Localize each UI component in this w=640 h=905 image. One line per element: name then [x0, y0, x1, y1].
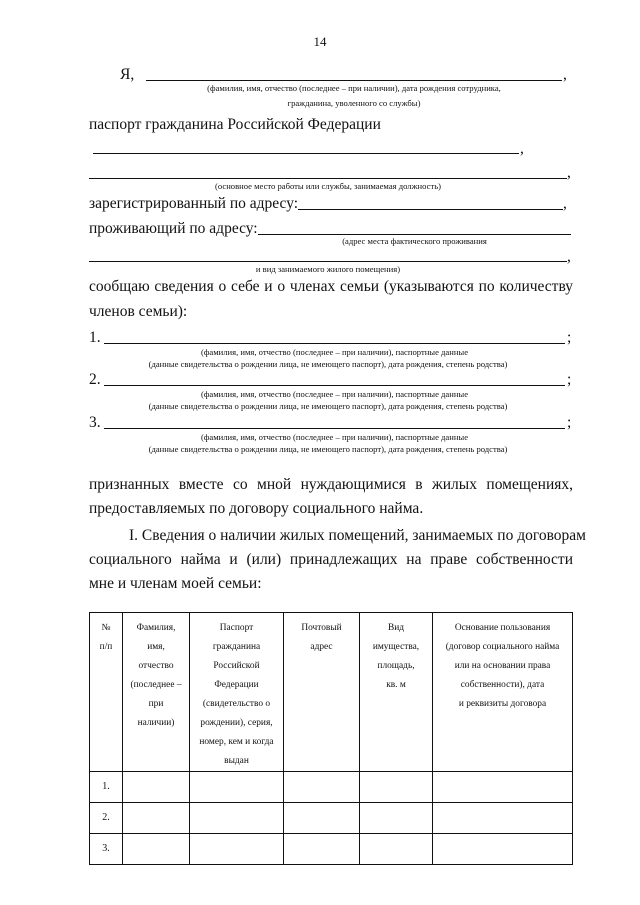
header-line: площадь, — [377, 661, 415, 671]
section-1-heading: I. Сведения о наличии жилых помещений, занимаемых по договорам — [129, 527, 586, 544]
living-line-2 — [89, 261, 567, 262]
report-text-line-2: членов семьи): — [89, 303, 188, 320]
cell-address — [284, 803, 360, 834]
header-line: гражданина — [212, 642, 261, 652]
family-member-2-number: 2. — [89, 371, 101, 388]
fio-caption: (фамилия, имя, отчество (последнее – при наличии), дата рождения сотрудника, — [207, 83, 501, 93]
header-line: при — [148, 699, 164, 709]
header-line: отчество — [138, 661, 174, 671]
cell-basis — [433, 772, 573, 803]
header-line: и реквизиты договора — [458, 699, 547, 709]
section-1-line-3: мне и членам моей семьи: — [89, 575, 262, 592]
header-line: Вид — [387, 623, 405, 633]
header-line: рождении), серия, — [200, 718, 273, 728]
recognized-text-line-2: предоставляемых по договору социального найма. — [89, 500, 424, 517]
family-member-2-semicolon: ; — [567, 371, 572, 388]
family-member-1-number: 1. — [89, 329, 101, 346]
header-line: адрес — [310, 642, 333, 652]
work-caption: (основное место работы или службы, занимаемая должность) — [215, 181, 441, 191]
cell-basis — [433, 834, 573, 865]
cell-address — [284, 834, 360, 865]
header-line: имущества, — [372, 642, 420, 652]
header-line: Паспорт — [219, 623, 254, 633]
header-line: имя, — [147, 642, 165, 652]
table-row — [90, 803, 573, 834]
header-line: Фамилия, — [136, 623, 176, 633]
family-member-3-caption: (фамилия, имя, отчество (последнее – при наличии), паспортные данные — [200, 432, 469, 442]
cell-name — [123, 772, 190, 803]
work-line — [89, 178, 567, 179]
living-comma: , — [567, 248, 571, 265]
cell-property-type — [360, 772, 433, 803]
living-caption: (адрес места фактического проживания — [342, 236, 487, 246]
cell-property-type — [360, 803, 433, 834]
cell-passport — [190, 834, 284, 865]
header-line: Российской — [213, 661, 260, 671]
living-line — [258, 234, 571, 235]
family-member-3-caption-2: (данные свидетельства о рождении лица, не имеющего паспорт), дата рождения, степень родства) — [148, 444, 508, 454]
registered-label: зарегистрированный по адресу: — [89, 195, 299, 212]
section-1-line-2: социального найма и (или) принадлежащих на праве собственности — [89, 551, 573, 568]
table-row — [90, 834, 573, 865]
family-member-2-line — [104, 385, 565, 386]
housing-table — [89, 612, 573, 865]
living-label: проживающий по адресу: — [89, 220, 258, 237]
living-caption-2: и вид занимаемого жилого помещения) — [255, 264, 401, 274]
family-member-3-semicolon: ; — [567, 414, 572, 431]
family-member-1-caption-2: (данные свидетельства о рождении лица, не имеющего паспорт), дата рождения, степень родства) — [148, 359, 508, 369]
header-line: или на основании права — [454, 661, 551, 671]
passport-line — [93, 153, 519, 154]
report-text-line-1: сообщаю сведения о себе и о членах семьи (указываются по количеству — [89, 278, 573, 295]
header-property-type — [360, 613, 433, 772]
cell-property-type — [360, 834, 433, 865]
header-passport — [190, 613, 284, 772]
cell-name — [123, 803, 190, 834]
work-comma: , — [567, 164, 571, 181]
header-line: Почтовый — [301, 623, 342, 633]
row-number: 2. — [90, 803, 123, 834]
family-member-1-semicolon: ; — [567, 329, 572, 346]
registered-line — [298, 209, 563, 210]
cell-name — [123, 834, 190, 865]
header-line: № — [101, 623, 111, 633]
cell-basis — [433, 803, 573, 834]
passport-comma: , — [520, 140, 524, 157]
fio-caption-2: гражданина, уволенного со службы) — [287, 98, 421, 108]
family-member-2-caption-2: (данные свидетельства о рождении лица, не имеющего паспорт), дата рождения, степень родства) — [148, 401, 508, 411]
header-line: п/п — [99, 642, 113, 652]
header-line: (договор социального найма — [445, 642, 560, 652]
family-member-3-line — [104, 428, 565, 429]
family-member-3-number: 3. — [89, 414, 101, 431]
page-number: 14 — [313, 34, 327, 49]
family-member-1-caption: (фамилия, имя, отчество (последнее – при наличии), паспортные данные — [200, 347, 469, 357]
cell-passport — [190, 772, 284, 803]
row-number: 1. — [90, 772, 123, 803]
header-line: наличии) — [137, 718, 175, 728]
cell-address — [284, 772, 360, 803]
passport-label: паспорт гражданина Российской Федерации — [89, 116, 381, 133]
table-row — [90, 772, 573, 803]
header-line: Федерации — [214, 680, 259, 690]
header-line: (последнее – — [130, 680, 182, 690]
header-line: собственности), дата — [460, 680, 545, 690]
fio-comma: , — [563, 66, 567, 83]
ya-label: Я, — [120, 66, 135, 83]
header-line: выдан — [224, 756, 249, 766]
row-number: 3. — [90, 834, 123, 865]
header-name — [123, 613, 190, 772]
cell-passport — [190, 803, 284, 834]
fio-line — [146, 80, 562, 81]
family-member-1-line — [104, 343, 565, 344]
registered-comma: , — [563, 195, 567, 212]
recognized-text-line-1: признанных вместе со мной нуждающимися в жилых помещениях, — [89, 476, 573, 493]
header-number — [90, 613, 123, 772]
family-member-2-caption: (фамилия, имя, отчество (последнее – при наличии), паспортные данные — [200, 389, 469, 399]
header-line: Основание пользования — [454, 623, 551, 633]
header-basis — [433, 613, 573, 772]
header-line: (свидетельство о — [202, 699, 271, 709]
header-line: кв. м — [386, 680, 406, 690]
header-address — [284, 613, 360, 772]
header-line: номер, кем и когда — [199, 737, 274, 747]
